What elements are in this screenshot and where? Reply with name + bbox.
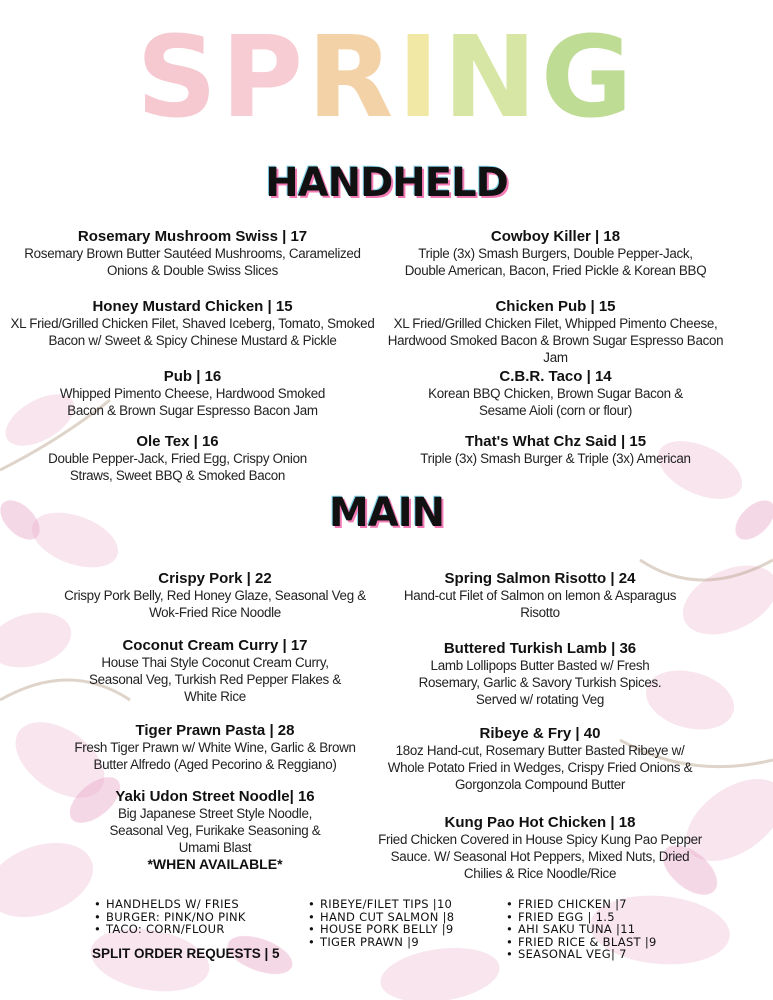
item-desc-line: Chilies & Rice Noodle/Rice bbox=[463, 866, 617, 881]
item-name: Kung Pao Hot Chicken | 18 bbox=[444, 814, 636, 831]
item-desc-line: Butter Alfredo (Aged Pecorino & Reggiano) bbox=[93, 757, 337, 772]
addon-item: • SEASONAL VEG| 7 bbox=[504, 948, 657, 961]
menu-item bbox=[378, 228, 733, 279]
item-desc-line: Triple (3x) Smash Burgers, Double Pepper-Jack, bbox=[418, 246, 693, 261]
addon-item: • BURGER: PINK/NO PINK bbox=[92, 911, 246, 924]
menu-item bbox=[0, 433, 355, 484]
item-desc-line: House Thai Style Coconut Cream Curry, bbox=[101, 655, 329, 670]
addon-item: • HANDHELDS W/ FRIES bbox=[92, 898, 246, 911]
main-heading: MAIN bbox=[328, 490, 445, 536]
addons-col-1 bbox=[92, 898, 246, 936]
item-desc-line: Sauce. W/ Seasonal Hot Peppers, Mixed Nuts, Dried bbox=[390, 849, 690, 864]
addon-item: • RIBEYE/FILET TIPS |10 bbox=[306, 898, 454, 911]
menu-item bbox=[40, 637, 390, 705]
menu-item bbox=[370, 570, 710, 621]
item-desc-line: Bacon & Brown Sugar Espresso Bacon Jam bbox=[67, 403, 318, 418]
item-desc-line: XL Fried/Grilled Chicken Filet, Whipped Pimento Cheese, bbox=[393, 316, 718, 331]
item-desc-line: Wok-Fried Rice Noodle bbox=[149, 605, 281, 620]
menu-item bbox=[378, 433, 733, 467]
item-desc-line: Seasonal Veg, Turkish Red Pepper Flakes & bbox=[89, 672, 341, 687]
item-name: Pub | 16 bbox=[163, 368, 222, 385]
item-name: Ribeye & Fry | 40 bbox=[479, 725, 601, 742]
menu-item bbox=[40, 722, 390, 773]
item-name: Yaki Udon Street Noodle| 16 bbox=[115, 788, 315, 805]
item-name: Rosemary Mushroom Swiss | 17 bbox=[77, 228, 308, 245]
menu-item bbox=[378, 298, 733, 366]
title-letter: R bbox=[307, 13, 398, 143]
title-letter: S bbox=[136, 13, 221, 143]
addons-col-2 bbox=[306, 898, 454, 948]
addon-item: • TIGER PRAWN |9 bbox=[306, 936, 454, 949]
menu-item bbox=[370, 640, 710, 708]
item-name: Coconut Cream Curry | 17 bbox=[122, 637, 308, 654]
title-letter: P bbox=[220, 13, 308, 143]
item-name: Crispy Pork | 22 bbox=[158, 570, 272, 587]
split-order-note: SPLIT ORDER REQUESTS | 5 bbox=[92, 946, 280, 961]
addon-item: • HAND CUT SALMON |8 bbox=[306, 911, 454, 924]
item-desc-line: Fried Chicken Covered in House Spicy Kung Pao Pepper bbox=[378, 832, 702, 847]
item-desc-line: Onions & Double Swiss Slices bbox=[107, 263, 278, 278]
item-name: Honey Mustard Chicken | 15 bbox=[92, 298, 293, 315]
item-name: That's What Chz Said | 15 bbox=[464, 433, 647, 450]
item-desc-line: Hardwood Smoked Bacon & Brown Sugar Espresso Bacon Jam bbox=[387, 333, 724, 365]
addon-item: • HOUSE PORK BELLY |9 bbox=[306, 923, 454, 936]
availability-note: *WHEN AVAILABLE* bbox=[147, 856, 283, 872]
item-desc-line: Lamb Lollipops Butter Basted w/ Fresh bbox=[430, 658, 650, 673]
spring-title bbox=[0, 13, 773, 143]
item-desc-line: Whipped Pimento Cheese, Hardwood Smoked bbox=[59, 386, 326, 401]
title-letter: G bbox=[540, 13, 637, 143]
item-desc-line: Korean BBQ Chicken, Brown Sugar Bacon & bbox=[428, 386, 683, 401]
item-desc-line: Whole Potato Fried in Wedges, Crispy Fried Onions & bbox=[387, 760, 693, 775]
menu-item bbox=[40, 788, 390, 873]
item-name: Ole Tex | 16 bbox=[136, 433, 219, 450]
addon-item: • FRIED CHICKEN |7 bbox=[504, 898, 657, 911]
item-name: Spring Salmon Risotto | 24 bbox=[444, 570, 636, 587]
item-desc-line: Double American, Bacon, Fried Pickle & Korean BBQ bbox=[404, 263, 707, 278]
addon-item: • AHI SAKU TUNA |11 bbox=[504, 923, 657, 936]
addon-item: • FRIED RICE & BLAST |9 bbox=[504, 936, 657, 949]
addon-item: • FRIED EGG | 1.5 bbox=[504, 911, 657, 924]
item-desc-line: Triple (3x) Smash Burger & Triple (3x) American bbox=[420, 451, 691, 466]
item-name: Buttered Turkish Lamb | 36 bbox=[443, 640, 637, 657]
menu-item bbox=[378, 368, 733, 419]
title-letter: I bbox=[397, 13, 443, 143]
menu-item bbox=[0, 368, 385, 419]
menu-item bbox=[40, 570, 390, 621]
addon-item: • TACO: CORN/FLOUR bbox=[92, 923, 246, 936]
menu-item bbox=[0, 298, 385, 349]
item-name: Chicken Pub | 15 bbox=[495, 298, 616, 315]
item-desc-line: White Rice bbox=[184, 689, 246, 704]
item-desc-line: Double Pepper-Jack, Fried Egg, Crispy Onion bbox=[48, 451, 307, 466]
item-desc-line: Straws, Sweet BBQ & Smoked Bacon bbox=[69, 468, 286, 483]
item-desc-line: Rosemary Brown Butter Sautéed Mushrooms, Caramelized bbox=[24, 246, 361, 261]
item-desc-line: Fresh Tiger Prawn w/ White Wine, Garlic & Brown bbox=[74, 740, 356, 755]
item-desc-line: Crispy Pork Belly, Red Honey Glaze, Seasonal Veg & bbox=[64, 588, 366, 603]
item-name: Tiger Prawn Pasta | 28 bbox=[135, 722, 295, 739]
addons-col-3 bbox=[504, 898, 657, 961]
item-desc-line: Rosemary, Garlic & Savory Turkish Spices. bbox=[418, 675, 662, 690]
menu-item bbox=[0, 228, 385, 279]
item-desc-line: Served w/ rotating Veg bbox=[475, 692, 605, 707]
item-desc-line: XL Fried/Grilled Chicken Filet, Shaved Iceberg, Tomato, Smoked bbox=[10, 316, 375, 331]
menu-item bbox=[370, 814, 710, 882]
item-name: C.B.R. Taco | 14 bbox=[499, 368, 612, 385]
item-desc-line: Bacon w/ Sweet & Spicy Chinese Mustard & Pickle bbox=[48, 333, 337, 348]
handheld-heading: HANDHELD bbox=[265, 160, 508, 206]
item-desc-line: 18oz Hand-cut, Rosemary Butter Basted Ribeye w/ bbox=[395, 743, 685, 758]
item-name: Cowboy Killer | 18 bbox=[490, 228, 621, 245]
title-letter: N bbox=[443, 13, 541, 143]
menu-item bbox=[370, 725, 710, 793]
item-desc-line: Sesame Aioli (corn or flour) bbox=[478, 403, 633, 418]
item-desc-line: Risotto bbox=[520, 605, 560, 620]
item-desc-line: Big Japanese Street Style Noodle, bbox=[117, 806, 313, 821]
item-desc-line: Seasonal Veg, Furikake Seasoning & bbox=[109, 823, 321, 838]
item-desc-line: Hand-cut Filet of Salmon on lemon & Asparagus bbox=[403, 588, 677, 603]
item-desc-line: Gorgonzola Compound Butter bbox=[454, 777, 626, 792]
item-desc-line: Umami Blast bbox=[178, 840, 252, 855]
